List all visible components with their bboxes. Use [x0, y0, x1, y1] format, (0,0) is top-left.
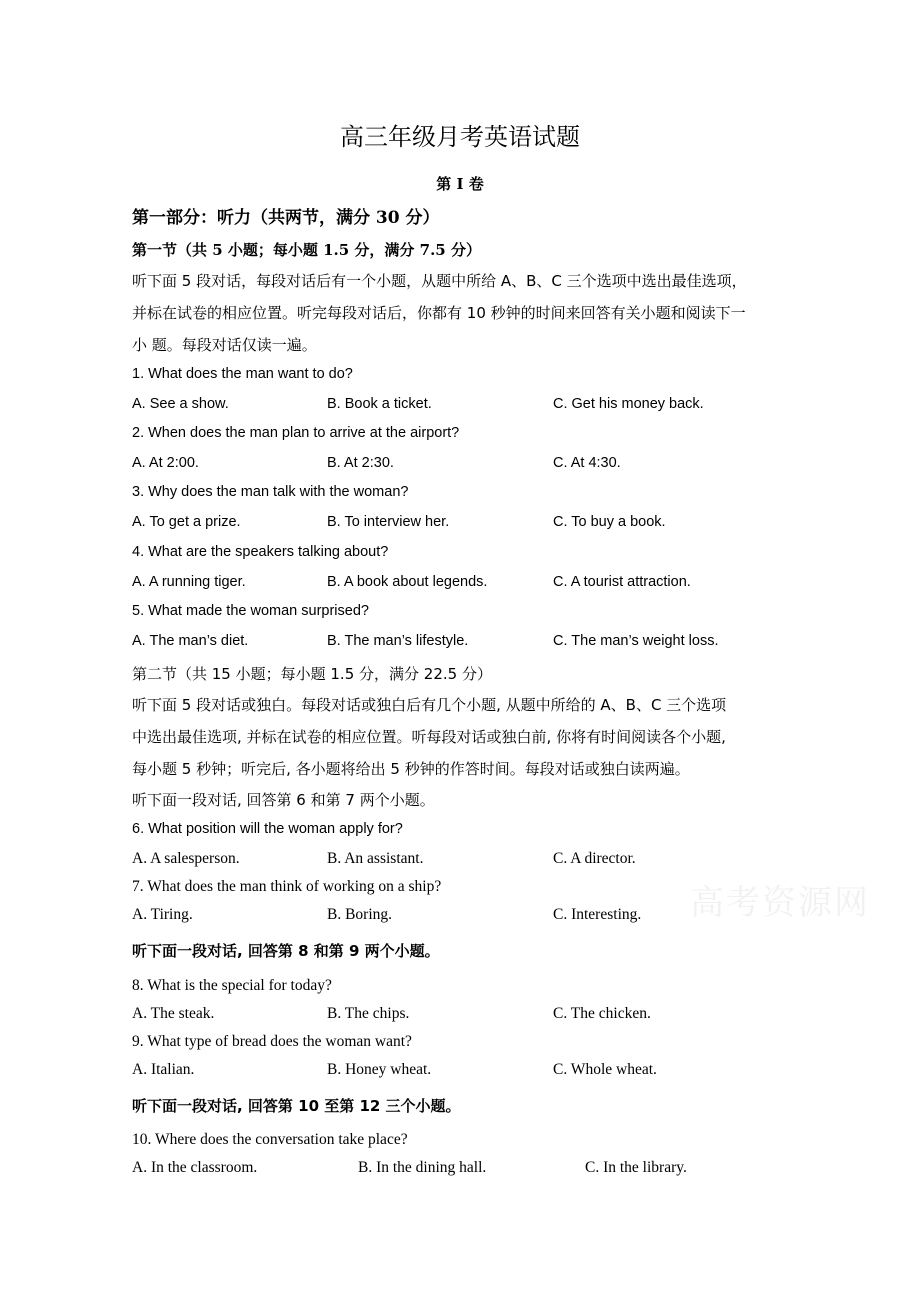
option-b: B. To interview her. — [327, 514, 450, 530]
page-title: 高三年级月考英语试题 — [340, 123, 580, 151]
option-c: C. A director. — [553, 850, 636, 867]
question-text: 9. What type of bread does the woman want? — [132, 1033, 412, 1050]
option-a: A. A salesperson. — [132, 850, 240, 867]
option-c: C. Interesting. — [553, 906, 642, 923]
option-b: B. Boring. — [327, 906, 393, 923]
option-c: C. At 4:30. — [553, 455, 621, 471]
watermark-logo: 高考资源网 — [690, 883, 870, 923]
option-b: B. A book about legends. — [327, 574, 488, 590]
question-text: 5. What made the woman surprised? — [132, 603, 369, 619]
section1-instruction-line: 听下面 5 段对话，每段对话后有一个小题，从题中所给 A、B、C 三个选项中选出最佳选项， — [132, 272, 747, 290]
question-text: 4. What are the speakers talking about? — [132, 544, 389, 560]
option-b: B. In the dining hall. — [358, 1159, 487, 1176]
option-a: A. The steak. — [132, 1005, 215, 1022]
question-text: 2. When does the man plan to arrive at the airport? — [132, 425, 460, 441]
option-b: B. The chips. — [327, 1005, 410, 1022]
option-a: A. To get a prize. — [132, 514, 241, 530]
section2-instruction-line: 每小题 5 秒钟；听完后, 各小题将给出 5 秒钟的作答时间。每段对话或独白读两遍。 — [132, 760, 690, 778]
option-b: B. The man’s lifestyle. — [327, 633, 469, 649]
option-b: B. Honey wheat. — [327, 1061, 432, 1078]
option-c: C. The chicken. — [553, 1005, 651, 1022]
question-text: 1. What does the man want to do? — [132, 366, 353, 382]
volume-label: 第 I 卷 — [436, 175, 484, 193]
question-text: 7. What does the man think of working on a ship? — [132, 878, 442, 895]
option-c: C. The man’s weight loss. — [553, 633, 719, 649]
option-c: C. To buy a book. — [553, 514, 666, 530]
option-c: C. A tourist attraction. — [553, 574, 691, 590]
option-a: A. The man’s diet. — [132, 633, 249, 649]
group-instruction: 听下面一段对话, 回答第 10 至第 12 三个小题。 — [132, 1097, 461, 1115]
option-c: C. Get his money back. — [553, 396, 704, 412]
section1-instruction-line: 并标在试卷的相应位置。听完每段对话后，你都有 10 秒钟的时间来回答有关小题和阅读下一 — [132, 304, 746, 322]
question-text: 3. Why does the man talk with the woman? — [132, 484, 409, 500]
section2-heading: 第二节（共 15 小题；每小题 1.5 分，满分 22.5 分） — [132, 665, 492, 683]
group-instruction: 听下面一段对话, 回答第 6 和第 7 两个小题。 — [132, 791, 435, 809]
question-text: 6. What position will the woman apply for? — [132, 821, 403, 837]
section2-instruction-line: 听下面 5 段对话或独白。每段对话或独白后有几个小题, 从题中所给的 A、B、C 三个选项 — [132, 696, 727, 714]
section1-heading: 第一节（共 5 小题；每小题 1.5 分，满分 7.5 分） — [132, 241, 481, 259]
option-b: B. At 2:30. — [327, 455, 394, 471]
option-c: C. In the library. — [585, 1159, 687, 1176]
group-instruction: 听下面一段对话, 回答第 8 和第 9 两个小题。 — [132, 942, 440, 960]
option-c: C. Whole wheat. — [553, 1061, 657, 1078]
question-text: 10. Where does the conversation take place? — [132, 1131, 408, 1148]
question-text: 8. What is the special for today? — [132, 977, 332, 994]
section1-instruction-line: 小 题。每段对话仅读一遍。 — [132, 336, 317, 354]
option-a: A. At 2:00. — [132, 455, 199, 471]
option-a: A. In the classroom. — [132, 1159, 258, 1176]
part1-heading: 第一部分：听力（共两节，满分 30 分） — [132, 208, 440, 228]
section2-instruction-line: 中选出最佳选项, 并标在试卷的相应位置。听每段对话或独白前, 你将有时间阅读各个小题, — [132, 728, 726, 746]
option-a: A. See a show. — [132, 396, 229, 412]
option-a: A. Tiring. — [132, 906, 193, 923]
option-a: A. Italian. — [132, 1061, 195, 1078]
option-b: B. An assistant. — [327, 850, 424, 867]
option-b: B. Book a ticket. — [327, 396, 432, 412]
option-a: A. A running tiger. — [132, 574, 246, 590]
